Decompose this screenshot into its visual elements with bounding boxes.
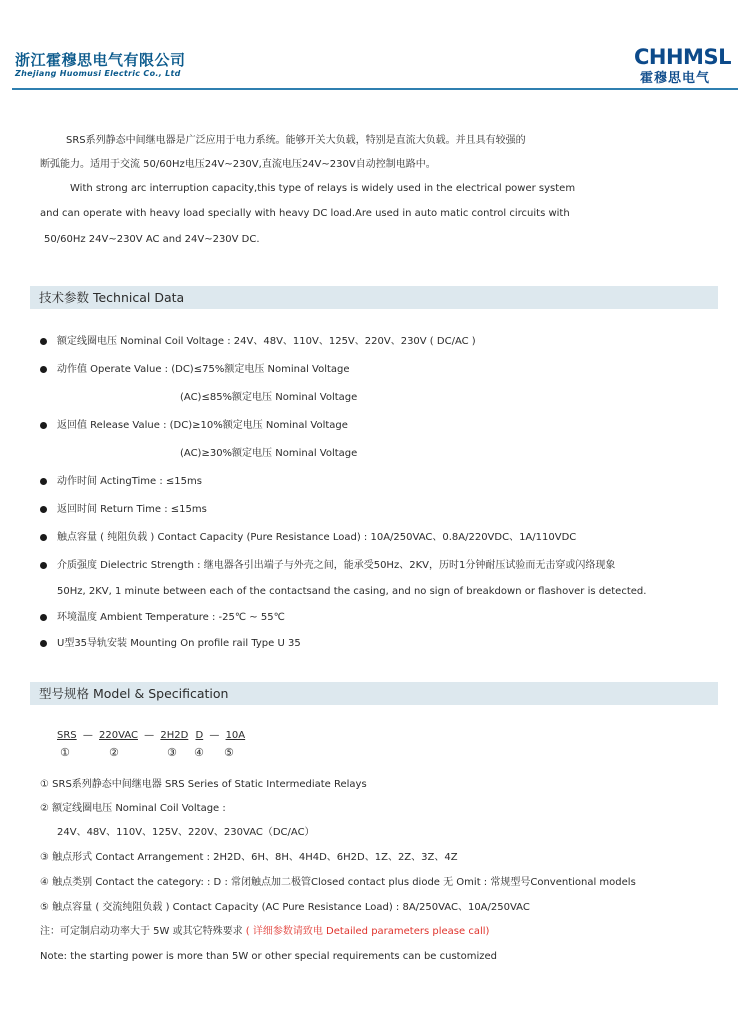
bullet-icon <box>40 422 47 429</box>
brand-logo-cn: 霍穆思电气 <box>640 71 711 86</box>
model-line-1: ① SRS系列静态中间继电器 SRS Series of Static Intermediate Relays <box>40 779 367 790</box>
model-code <box>57 729 245 743</box>
spec-contact-capacity: 触点容量 ( 纯阻负载 ) Contact Capacity (Pure Resistance Load) : 10A/250VAC、0.8A/220VDC、1A/110VDC <box>57 532 577 543</box>
spec-acting-time: 动作时间 ActingTime : ≤15ms <box>57 476 202 487</box>
note-en: Note: the starting power is more than 5W or other special requirements can be customized <box>40 951 497 962</box>
spec-dielectric-strength-en: 50Hz, 2KV, 1 minute between each of the contactsand the casing, and no sign of breakdown or flashover is detected. <box>57 586 647 597</box>
model-spec-title: 型号规格 Model & Specification <box>39 686 229 701</box>
bullet-icon <box>40 534 47 541</box>
spec-release-value-ac: (AC)≥30%额定电压 Nominal Voltage <box>180 448 358 459</box>
code-dash: — <box>209 730 220 741</box>
bullet-icon <box>40 506 47 513</box>
company-name-en: Zhejiang Huomusi Electric Co., Ltd <box>15 69 181 78</box>
note-cn-text: 注：可定制启动功率大于 5W 或其它特殊要求 <box>40 926 243 937</box>
bullet-icon <box>40 614 47 621</box>
company-name-cn: 浙江霍穆思电气有限公司 <box>15 51 186 69</box>
marker-3: ③ <box>167 746 177 759</box>
brand-logo: CHHMSL <box>634 45 731 69</box>
bullet-icon <box>40 562 47 569</box>
technical-data-title: 技术参数 Technical Data <box>39 290 185 305</box>
model-line-3: ③ 触点形式 Contact Arrangement : 2H2D、6H、8H、4H4D、6H2D、1Z、2Z、3Z、4Z <box>40 852 458 863</box>
bullet-icon <box>40 366 47 373</box>
code-dash: — <box>82 730 93 741</box>
intro-en-line2: and can operate with heavy load specially with heavy DC load.Are used in auto matic control circuits with <box>40 208 570 219</box>
spec-release-value-dc: 返回值 Release Value : (DC)≥10%额定电压 Nominal Voltage <box>57 420 348 431</box>
intro-cn-line1: SRS系列静态中间继电器是广泛应用于电力系统。能够开关大负载，特别是直流大负载。并且具有较强的 <box>66 135 526 146</box>
code-arrangement: 2H2D <box>160 730 189 741</box>
model-line-4: ④ 触点类别 Contact the category: : D : 常闭触点加二极管Closed contact plus diode 无 Omit : 常规型号Conventional models <box>40 877 636 888</box>
code-dash: — <box>144 730 155 741</box>
spec-mounting: U型35导轨安装 Mounting On profile rail Type U 35 <box>57 638 301 649</box>
marker-5: ⑤ <box>224 746 234 759</box>
spec-ambient-temperature: 环境温度 Ambient Temperature : -25℃ ~ 55℃ <box>57 612 285 623</box>
spec-return-time: 返回时间 Return Time : ≤15ms <box>57 504 207 515</box>
code-capacity: 10A <box>225 730 246 741</box>
bullet-icon <box>40 478 47 485</box>
spec-operate-value-ac: (AC)≤85%额定电压 Nominal Voltage <box>180 392 358 403</box>
intro-en-line1: With strong arc interruption capacity,this type of relays is widely used in the electrical power system <box>70 183 576 194</box>
marker-1: ① <box>60 746 70 759</box>
spec-dielectric-strength: 介质强度 Dielectric Strength : 继电器各引出端子与外壳之间，能承受50Hz、2KV，历时1分钟耐压试验而无击穿或闪络现象 <box>57 560 616 571</box>
intro-cn-line2: 断弧能力。适用于交流 50/60Hz电压24V~230V,直流电压24V~230V自动控制电路中。 <box>40 159 436 170</box>
note-cn <box>40 925 489 939</box>
model-spec-header <box>30 682 718 705</box>
model-line-2-values: 24V、48V、110V、125V、220V、230VAC（DC/AC） <box>57 827 315 838</box>
technical-data-header <box>30 286 718 309</box>
marker-4: ④ <box>194 746 204 759</box>
header-divider <box>12 88 738 90</box>
model-line-5: ⑤ 触点容量 ( 交流纯阻负载 ) Contact Capacity (AC Pure Resistance Load) : 8A/250VAC、10A/250VAC <box>40 902 530 913</box>
spec-coil-voltage: 额定线圈电压 Nominal Coil Voltage : 24V、48V、110V、125V、220V、230V ( DC/AC ) <box>57 336 476 347</box>
code-voltage: 220VAC <box>99 730 138 741</box>
bullet-icon <box>40 640 47 647</box>
intro-en-line3: 50/60Hz 24V~230V AC and 24V~230V DC. <box>44 234 260 245</box>
note-cn-contact: ( 详细参数请致电 Detailed parameters please call) <box>245 926 490 937</box>
model-line-2: ② 额定线圈电压 Nominal Coil Voltage : <box>40 803 226 814</box>
marker-2: ② <box>109 746 119 759</box>
code-category: D <box>195 730 204 741</box>
spec-operate-value-dc: 动作值 Operate Value : (DC)≤75%额定电压 Nominal Voltage <box>57 364 350 375</box>
code-series: SRS <box>57 730 77 741</box>
bullet-icon <box>40 338 47 345</box>
